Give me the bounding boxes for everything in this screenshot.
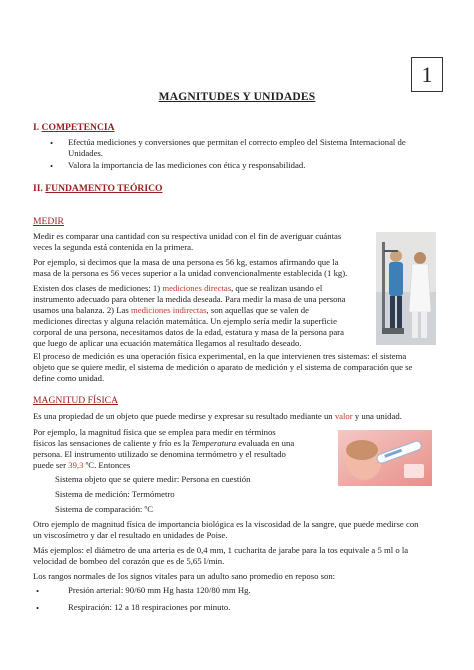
bullet-icon: •	[50, 138, 54, 148]
bullet-icon: •	[36, 603, 40, 613]
list-item: Valora la importancia de las mediciones con ética y responsabilidad.	[68, 160, 306, 170]
paragraph-line: Otro ejemplo de magnitud física de importancia biológica es la viscosidad de la sangre, que puede medirse con	[33, 519, 419, 529]
text-run: físicos las sensaciones de caliente y frío es la	[33, 438, 192, 448]
paragraph-line: veces la segunda está contenida en la primera.	[33, 242, 194, 252]
text-run: puede ser	[33, 460, 69, 470]
page-number-box: 1	[411, 57, 443, 92]
paragraph-line: Por ejemplo, la magnitud física que se emplea para medir en términos	[33, 427, 276, 437]
link-valor[interactable]: valor	[334, 411, 353, 421]
paragraph-line: objeto que se quiere medir, el sistema de medición o aparato de medición y el sistema de comparación que se	[33, 362, 413, 372]
paragraph-line: velocidad de bombeo del corazón que es de 5,65 l/min.	[33, 556, 225, 566]
text-run: Es una propiedad de un objeto que puede medirse y expresar su resultado mediante un	[33, 411, 335, 421]
page-title: MAGNITUDES Y UNIDADES	[158, 91, 316, 103]
paragraph-line: Por ejemplo, si decimos que la masa de una persona es 56 kg, estamos afirmando que la	[33, 257, 339, 267]
system-measure-line: Sistema de medición: Termómetro	[55, 489, 175, 499]
text-run: ºC. Entonces	[83, 460, 131, 470]
paragraph-line: que luego de aplicar una ecuación matemática llegamos al resultado deseado.	[33, 338, 302, 348]
paragraph-line: persona. El instrumento utilizado se denomina termómetro y el resultado	[33, 449, 286, 459]
text-run: usamos una balanza. 2) Las	[33, 305, 131, 315]
thermometer-image	[338, 430, 432, 486]
paragraph-line	[33, 283, 322, 294]
system-object-line: Sistema objeto que se quiere medir: Persona en cuestión	[55, 474, 251, 484]
paragraph-line: Más ejemplos: el diámetro de una arteria es de 0,4 mm, 1 cucharita de jarabe para la tos equivale a 5 ml o la	[33, 545, 409, 555]
link-mediciones-directas[interactable]: mediciones directas	[162, 283, 232, 293]
paragraph-line: corporal de una persona, necesitamos datos de la edad, estatura y masa de la persona para	[33, 327, 344, 337]
text-run: evaluada en una	[236, 438, 295, 448]
link-mediciones-indirectas[interactable]: mediciones indirectas	[130, 305, 207, 315]
text-run: y una unidad.	[352, 411, 402, 421]
subsection-heading-magnitud: MAGNITUD FÍSICA	[33, 395, 119, 406]
list-item-continuation: Unidades.	[68, 148, 103, 158]
bullet-icon: •	[36, 586, 40, 596]
italic-term: Temperatura	[191, 438, 237, 448]
bullet-icon: •	[50, 161, 54, 171]
value-highlight: 39,3	[68, 460, 84, 470]
paragraph-line	[33, 305, 309, 316]
text-run: , que se realizan usando el	[231, 283, 323, 293]
list-item: Respiración: 12 a 18 respiraciones por minuto.	[68, 602, 231, 612]
list-item: Efectúa mediciones y conversiones que permitan el correcto empleo del Sistema Internacional de	[68, 137, 406, 147]
section-number: II.	[33, 183, 43, 194]
paragraph-line: un viscosímetro y dar el resultado en unidades de Poise.	[33, 530, 228, 540]
section-title: FUNDAMENTO TEÓRICO	[45, 183, 163, 194]
text-run: , son aquellas que se valen de	[206, 305, 309, 315]
paragraph-line: Medir es comparar una cantidad con su respectiva unidad con el fin de averiguar cuántas	[33, 231, 342, 241]
paragraph-line: masa de la persona es 56 veces superior a la unidad convencionalmente establecida (1 kg).	[33, 268, 348, 278]
section-title: COMPETENCIA	[41, 122, 115, 133]
doctor-measuring-patient-image	[376, 232, 436, 345]
paragraph-line: mediciones directas y alguna relación matemática. Un ejemplo sería medir la superficie	[33, 316, 337, 326]
paragraph-line: define como unidad.	[33, 373, 105, 383]
section-heading-fundamento	[33, 183, 162, 194]
section-heading-competencia	[33, 122, 115, 133]
section-number: I.	[33, 122, 40, 133]
paragraph-line: Los rangos normales de los signos vitales para un adulto sano promedio en reposo son:	[33, 571, 336, 581]
subsection-heading-medir: MEDIR	[33, 216, 64, 227]
paragraph-line: instrumento adecuado para obtener la medida deseada. Para medir la masa de una persona	[33, 294, 346, 304]
paragraph-line	[33, 411, 402, 422]
paragraph-line	[33, 460, 130, 471]
list-item: Presión arterial: 90/60 mm Hg hasta 120/80 mm Hg.	[68, 585, 251, 595]
system-compare-line: Sistema de comparación: ºC	[55, 504, 153, 514]
text-run: Existen dos clases de mediciones: 1)	[33, 283, 163, 293]
paragraph-line: El proceso de medición es una operación física experimental, en la que intervienen tres sistemas: el sistema	[33, 351, 407, 361]
paragraph-line	[33, 438, 294, 449]
